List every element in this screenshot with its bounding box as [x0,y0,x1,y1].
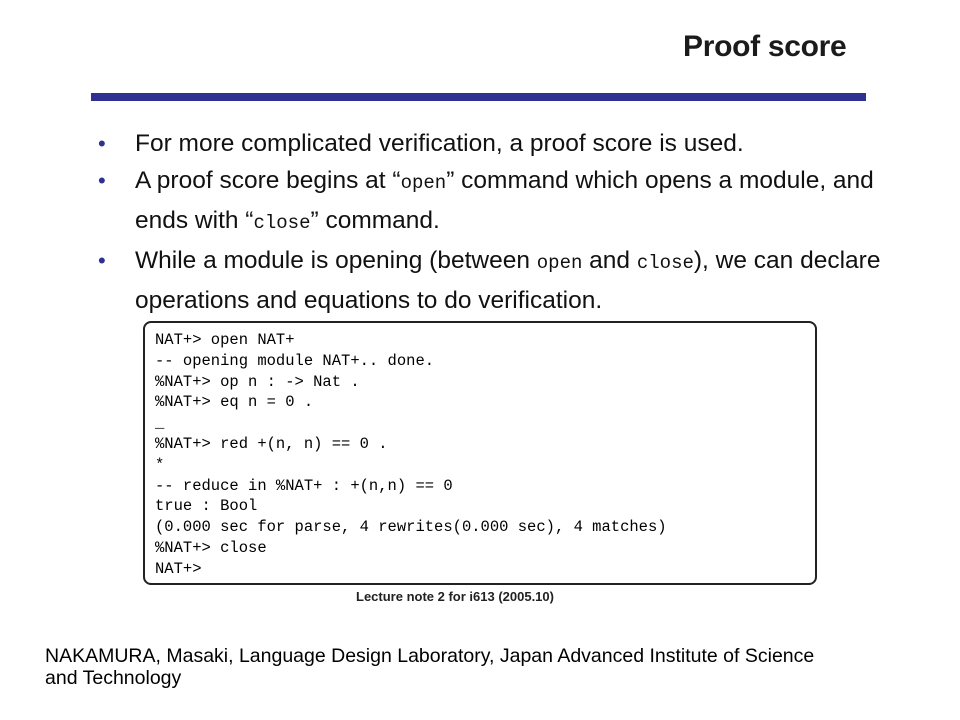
code-keyword: open [536,252,583,274]
title-rule [91,93,866,101]
terminal-line: * [155,455,165,474]
bullet-dot-icon: • [98,131,106,156]
bullet-item [95,125,885,162]
slide-title: Proof score [683,30,847,63]
bullet-text: ), we can declare operations and equations to do verification. [135,247,881,314]
terminal-line: NAT+> [155,559,202,578]
bullet-item [95,162,885,242]
code-keyword: close [636,252,694,274]
terminal-transcript [143,321,817,585]
bullet-text: A proof score begins at “ [135,167,401,194]
terminal-line: _ [155,414,165,433]
code-keyword: open [400,172,447,194]
terminal-line: (0.000 sec for parse, 4 rewrites(0.000 sec), 4 matches) [155,518,667,537]
terminal-line: %NAT+> eq n = 0 . [155,393,314,412]
bullet-dot-icon: • [98,168,106,193]
code-keyword: close [253,212,311,234]
bullet-text: While a module is opening (between [135,247,537,274]
bullet-dot-icon: • [98,248,106,273]
bullet-list [95,125,885,319]
bullet-text: ” command which opens a module, and ends with “ [135,167,874,234]
terminal-line: %NAT+> close [155,538,267,557]
terminal-line: %NAT+> op n : -> Nat . [155,372,360,391]
bullet-item [95,242,885,319]
footer-author: NAKAMURA, Masaki, Language Design Laboratory, Japan Advanced Institute of Science and Technology [45,645,815,689]
bullet-text: and [582,247,637,274]
terminal-line: %NAT+> red +(n, n) == 0 . [155,434,388,453]
bullet-text: ” command. [310,207,440,234]
terminal-line: -- reduce in %NAT+ : +(n,n) == 0 [155,476,453,495]
terminal-line: NAT+> open NAT+ [155,331,295,349]
terminal-line: -- opening module NAT+.. done. [155,351,435,370]
terminal-line: true : Bool [155,497,258,516]
figure-caption: Lecture note 2 for i613 (2005.10) [356,589,554,604]
bullet-text: For more complicated verification, a proof score is used. [135,130,744,157]
